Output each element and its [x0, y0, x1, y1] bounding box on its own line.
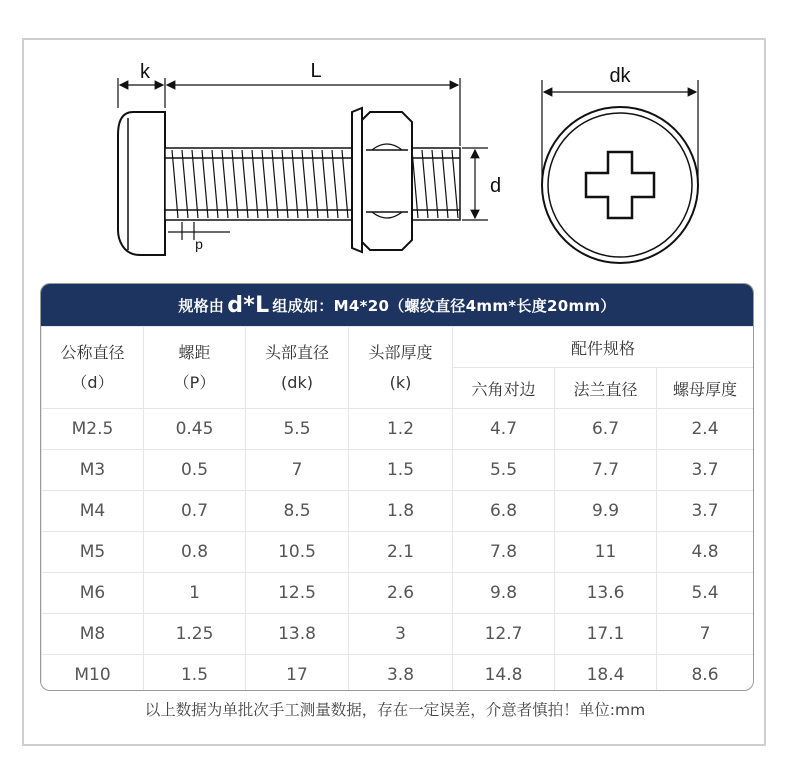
- header-accessory-spec: 配件规格: [453, 327, 754, 368]
- cell-hex: 9.8: [453, 573, 555, 614]
- cell-nut: 3.7: [657, 491, 754, 532]
- cell-flange: 7.7: [555, 450, 657, 491]
- label-k: k: [140, 61, 150, 83]
- cell-hex: 7.8: [453, 532, 555, 573]
- header-nominal-diameter: 公称直径 （d）: [42, 327, 144, 409]
- header-pitch: 螺距 （P）: [144, 327, 246, 409]
- cell-head-thickness: 2.6: [349, 573, 453, 614]
- cell-flange: 13.6: [555, 573, 657, 614]
- cell-size: M2.5: [42, 409, 144, 450]
- header-nut-thickness: 螺母厚度: [657, 368, 754, 409]
- footnote: 以上数据为单批次手工测量数据，存在一定误差，介意者慎拍！单位:mm: [144, 701, 646, 719]
- cell-flange: 11: [555, 532, 657, 573]
- spec-table-card: [40, 283, 754, 691]
- table-row: [42, 409, 754, 450]
- cell-nut: 4.8: [657, 532, 754, 573]
- cell-size: M8: [42, 614, 144, 655]
- cell-hex: 12.7: [453, 614, 555, 655]
- cell-head-thickness: 3.8: [349, 655, 453, 692]
- cell-flange: 6.7: [555, 409, 657, 450]
- label-p: p: [195, 236, 203, 252]
- cell-head-thickness: 1.2: [349, 409, 453, 450]
- cell-nut: 7: [657, 614, 754, 655]
- cell-size: M4: [42, 491, 144, 532]
- cell-hex: 5.5: [453, 450, 555, 491]
- cell-nut: 3.7: [657, 450, 754, 491]
- cell-pitch: 1: [144, 573, 246, 614]
- cell-size: M6: [42, 573, 144, 614]
- header-flange-diameter: 法兰直径: [555, 368, 657, 409]
- cell-pitch: 0.45: [144, 409, 246, 450]
- table-row: [42, 614, 754, 655]
- cell-pitch: 0.8: [144, 532, 246, 573]
- label-dk: dk: [609, 65, 631, 87]
- screw-diagram: [0, 0, 790, 280]
- cell-head-diameter: 17: [246, 655, 349, 692]
- table-row: [42, 532, 754, 573]
- banner-suffix: 组成如：M4*20（螺纹直径4mm*长度20mm）: [272, 296, 616, 315]
- cell-head-diameter: 5.5: [246, 409, 349, 450]
- cell-nut: 8.6: [657, 655, 754, 692]
- cell-head-diameter: 12.5: [246, 573, 349, 614]
- dimension-d: [462, 148, 488, 220]
- cell-pitch: 1.25: [144, 614, 246, 655]
- cell-nut: 2.4: [657, 409, 754, 450]
- table-row: [42, 573, 754, 614]
- header-head-diameter: 头部直径 (dk): [246, 327, 349, 409]
- banner-formula: d*L: [227, 292, 270, 318]
- table-row: [42, 655, 754, 692]
- cell-size: M3: [42, 450, 144, 491]
- cell-pitch: 1.5: [144, 655, 246, 692]
- cell-head-thickness: 3: [349, 614, 453, 655]
- table-banner: [41, 284, 753, 326]
- cell-head-thickness: 1.8: [349, 491, 453, 532]
- header-hex-across-flats: 六角对边: [453, 368, 555, 409]
- cell-hex: 6.8: [453, 491, 555, 532]
- cell-flange: 17.1: [555, 614, 657, 655]
- label-L: L: [310, 60, 322, 82]
- table-row: [42, 491, 754, 532]
- cell-size: M5: [42, 532, 144, 573]
- cell-nut: 5.4: [657, 573, 754, 614]
- table-row: [42, 450, 754, 491]
- header-head-thickness: 头部厚度 (k): [349, 327, 453, 409]
- cell-pitch: 0.5: [144, 450, 246, 491]
- cell-head-diameter: 7: [246, 450, 349, 491]
- dimension-L: [167, 78, 460, 146]
- cell-head-thickness: 1.5: [349, 450, 453, 491]
- cell-pitch: 0.7: [144, 491, 246, 532]
- cell-head-thickness: 2.1: [349, 532, 453, 573]
- flange-nut: [352, 108, 412, 252]
- cell-head-diameter: 8.5: [246, 491, 349, 532]
- cell-head-diameter: 13.8: [246, 614, 349, 655]
- cell-size: M10: [42, 655, 144, 692]
- cell-flange: 18.4: [555, 655, 657, 692]
- screw-head-side: [118, 112, 165, 255]
- spec-table: [41, 326, 754, 691]
- cell-hex: 14.8: [453, 655, 555, 692]
- cell-head-diameter: 10.5: [246, 532, 349, 573]
- label-d: d: [490, 175, 502, 197]
- banner-prefix: 规格由: [178, 296, 225, 315]
- cell-hex: 4.7: [453, 409, 555, 450]
- cell-flange: 9.9: [555, 491, 657, 532]
